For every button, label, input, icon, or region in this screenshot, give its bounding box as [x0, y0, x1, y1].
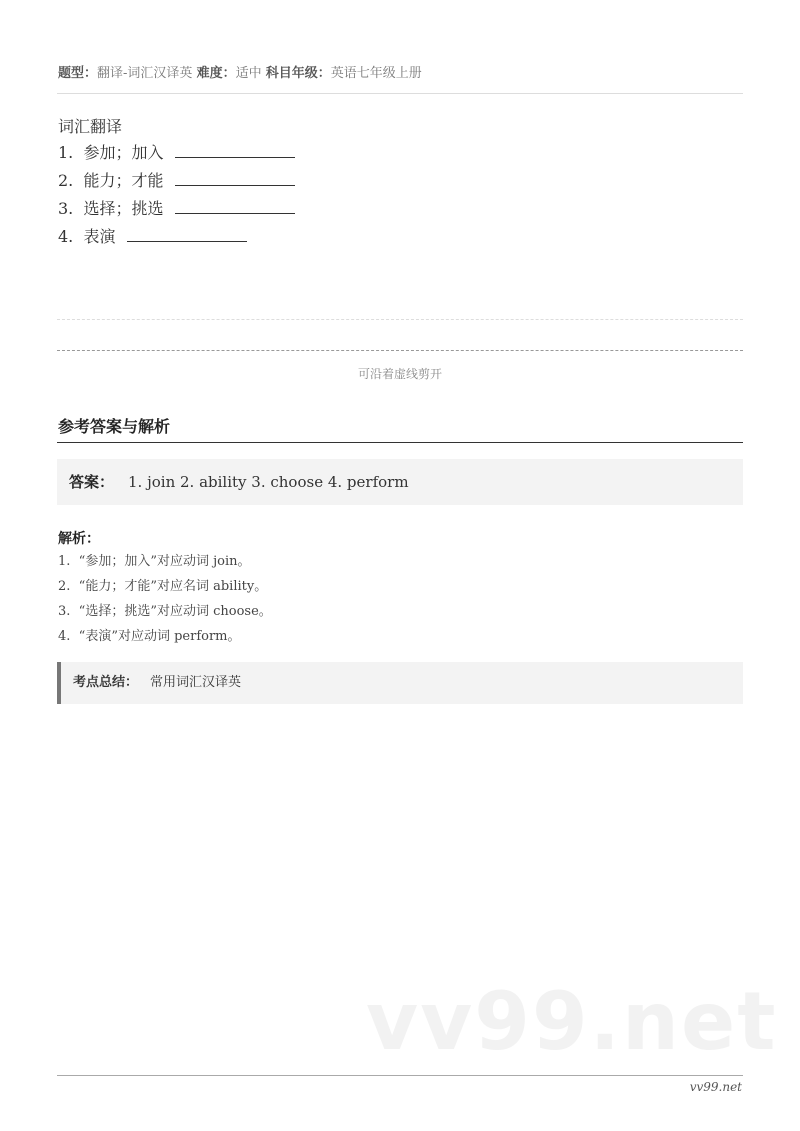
- explanation-number: 3.: [58, 604, 71, 619]
- question-number: 3.: [58, 199, 74, 218]
- difficulty-value: 适中: [235, 66, 262, 81]
- cut-hint: 可沿着虚线剪开: [357, 367, 442, 381]
- question-text: 选择；挑选: [83, 199, 164, 218]
- answer-label: 答案：: [69, 473, 115, 491]
- footer-site: vv99.net: [689, 1080, 742, 1094]
- answer-section-divider: [57, 442, 743, 443]
- question-text: 表演: [83, 227, 116, 246]
- watermark: vv99.net: [366, 975, 778, 1068]
- question-list: [58, 142, 295, 254]
- subject-value: 英语七年级上册: [330, 66, 422, 81]
- answer-blank[interactable]: [175, 171, 295, 186]
- answer-blank[interactable]: [175, 199, 295, 214]
- question-item: [58, 226, 295, 254]
- dashed-divider-light: [57, 319, 743, 320]
- footer-divider: [57, 1075, 743, 1076]
- answer-box: [57, 459, 743, 505]
- keypoint-text: 常用词汇汉译英: [150, 675, 242, 690]
- question-item: [58, 142, 295, 170]
- explanation-item: [58, 552, 272, 577]
- question-number: 4.: [58, 227, 74, 246]
- explanation-text: “能力；才能”对应名词 ability。: [78, 579, 268, 594]
- answer-blank[interactable]: [127, 227, 247, 242]
- explanation-number: 4.: [58, 629, 71, 644]
- answer-blank[interactable]: [175, 143, 295, 158]
- question-item: [58, 198, 295, 226]
- explanation-number: 2.: [58, 579, 71, 594]
- explanation-text: “表演”对应动词 perform。: [78, 629, 241, 644]
- answer-text: 1. join 2. ability 3. choose 4. perform: [128, 473, 409, 491]
- question-text: 能力；才能: [83, 171, 164, 190]
- question-text: 参加；加入: [83, 143, 164, 162]
- question-title: 词汇翻译: [58, 117, 123, 136]
- explanation-item: [58, 602, 272, 627]
- explanation-label: 解析：: [58, 531, 100, 547]
- question-number: 2.: [58, 171, 74, 190]
- question-item: [58, 170, 295, 198]
- keypoint-label: 考点总结：: [73, 675, 139, 690]
- answer-section-title: 参考答案与解析: [58, 417, 171, 436]
- cut-line: [57, 350, 743, 351]
- explanation-number: 1.: [58, 554, 71, 569]
- explanation-text: “参加；加入”对应动词 join。: [78, 554, 251, 569]
- header-divider: [57, 93, 743, 94]
- explanation-item: [58, 577, 272, 602]
- explanation-list: [58, 552, 272, 652]
- keypoint-box: [57, 662, 743, 704]
- question-number: 1.: [58, 143, 74, 162]
- explanation-item: [58, 627, 272, 652]
- difficulty-label: 难度：: [196, 66, 236, 81]
- type-label: 题型：: [58, 66, 98, 81]
- type-value: 翻译-词汇汉译英: [97, 66, 193, 81]
- question-meta: [58, 62, 422, 81]
- subject-label: 科目年级：: [265, 66, 331, 81]
- explanation-text: “选择；挑选”对应动词 choose。: [78, 604, 272, 619]
